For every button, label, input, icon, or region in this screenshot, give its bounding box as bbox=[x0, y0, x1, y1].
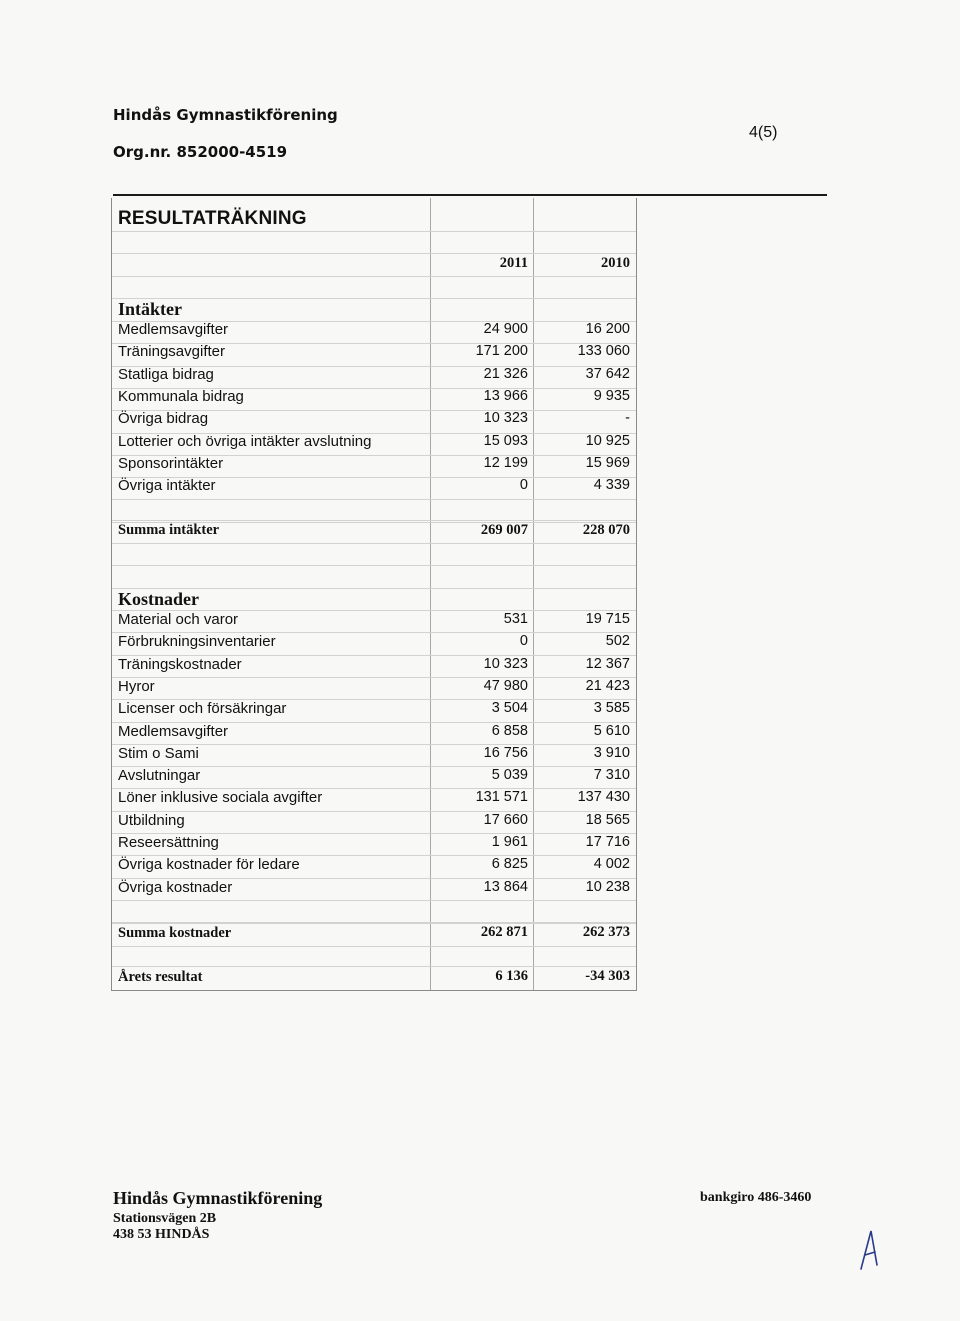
income-row-label: Övriga bidrag bbox=[118, 410, 209, 428]
income-row-label: Lotterier och övriga intäkter avslutning bbox=[118, 432, 372, 450]
handwritten-initial-mark bbox=[855, 1225, 885, 1275]
cost-row-label: Reseersättning bbox=[118, 834, 219, 851]
row-rule bbox=[112, 276, 636, 277]
income-row-label: Medlemsavgifter bbox=[118, 321, 229, 338]
costs-total-2011: 262 871 bbox=[480, 924, 528, 940]
row-rule bbox=[112, 231, 636, 232]
income-total-2011: 269 007 bbox=[480, 522, 528, 538]
page-number: 4(5) bbox=[749, 124, 778, 141]
cost-row-label: Material och varor bbox=[118, 611, 239, 628]
result-label: Årets resultat bbox=[118, 969, 203, 985]
costs-heading: Kostnader bbox=[118, 589, 199, 609]
cost-row-label: Avslutningar bbox=[118, 767, 201, 785]
income-row-2011: 24 900 bbox=[483, 321, 528, 337]
header-org-number: Org.nr. 852000-4519 bbox=[113, 143, 288, 161]
cost-row-2010: 137 430 bbox=[577, 789, 630, 806]
income-row-2010: 37 642 bbox=[585, 365, 630, 382]
cost-row-2011: 17 660 bbox=[483, 811, 528, 828]
income-row-2010: 4 339 bbox=[593, 477, 630, 494]
income-row-2011: 15 093 bbox=[483, 432, 528, 449]
income-row-2010: 133 060 bbox=[577, 343, 630, 360]
income-total-2010: 228 070 bbox=[582, 522, 630, 538]
year-current-header: 2011 bbox=[499, 255, 528, 271]
footer-street: Stationsvägen 2B bbox=[113, 1211, 217, 1226]
cost-row-2010: 10 238 bbox=[585, 878, 630, 895]
income-row-2010: 10 925 bbox=[585, 432, 630, 449]
income-row-2011: 13 966 bbox=[483, 387, 528, 404]
year-previous-header: 2010 bbox=[601, 255, 630, 271]
cost-row-2011: 10 323 bbox=[483, 655, 528, 672]
cost-row-2010: 3 585 bbox=[593, 700, 630, 717]
cost-row-2010: 4 002 bbox=[593, 856, 630, 873]
cost-row-label: Medlemsavgifter bbox=[118, 722, 229, 740]
column-divider-left bbox=[430, 198, 431, 990]
cost-row-label: Stim o Sami bbox=[118, 744, 199, 762]
footer-org-name: Hindås Gymnastikförening bbox=[113, 1188, 323, 1208]
cost-row-2011: 47 980 bbox=[483, 677, 528, 694]
cost-row-2010: 18 565 bbox=[585, 811, 630, 828]
result-2011: 6 136 bbox=[495, 968, 528, 984]
income-row-2011: 171 200 bbox=[475, 343, 528, 360]
row-rule bbox=[112, 298, 636, 299]
cost-row-2010: 3 910 bbox=[593, 744, 630, 761]
row-rule bbox=[112, 923, 636, 924]
cost-row-2011: 3 504 bbox=[491, 700, 528, 717]
income-row-2011: 12 199 bbox=[483, 454, 528, 471]
income-row-label: Statliga bidrag bbox=[118, 365, 214, 383]
cost-row-label: Förbrukningsinventarier bbox=[118, 633, 276, 651]
row-rule bbox=[112, 253, 636, 254]
cost-row-label: Träningskostnader bbox=[118, 655, 242, 673]
income-row-2011: 0 bbox=[519, 477, 528, 494]
row-rule bbox=[112, 543, 636, 544]
footer-bankgiro: bankgiro 486-3460 bbox=[700, 1190, 812, 1205]
cost-row-2010: 502 bbox=[605, 633, 630, 650]
income-statement-table bbox=[111, 198, 637, 991]
row-rule bbox=[112, 677, 636, 678]
cost-row-2011: 0 bbox=[519, 633, 528, 650]
row-rule bbox=[112, 966, 636, 967]
income-row-2010: 16 200 bbox=[585, 321, 630, 337]
row-rule bbox=[112, 565, 636, 566]
cost-row-label: Övriga kostnader bbox=[118, 878, 233, 896]
cost-row-2010: 19 715 bbox=[585, 611, 630, 627]
income-total-label: Summa intäkter bbox=[118, 522, 220, 538]
cost-row-2011: 531 bbox=[503, 611, 528, 627]
cost-row-label: Licenser och försäkringar bbox=[118, 700, 287, 718]
income-row-2010: 9 935 bbox=[593, 387, 630, 404]
row-rule bbox=[112, 811, 636, 812]
row-rule bbox=[112, 946, 636, 947]
cost-row-2010: 21 423 bbox=[585, 677, 630, 694]
report-title: RESULTATRÄKNING bbox=[118, 208, 307, 229]
income-row-label: Sponsorintäkter bbox=[118, 454, 224, 472]
income-row-2011: 21 326 bbox=[483, 365, 528, 382]
row-rule bbox=[112, 900, 636, 901]
cost-row-label: Hyror bbox=[118, 677, 155, 695]
cost-row-label: Utbildning bbox=[118, 811, 185, 829]
cost-row-label: Övriga kostnader för ledare bbox=[118, 856, 300, 874]
income-row-2010: 15 969 bbox=[585, 454, 630, 471]
income-row-label: Övriga intäkter bbox=[118, 477, 216, 495]
cost-row-2010: 7 310 bbox=[593, 767, 630, 784]
cost-row-2011: 13 864 bbox=[483, 878, 528, 895]
cost-row-label: Löner inklusive sociala avgifter bbox=[118, 789, 323, 807]
cost-row-2010: 12 367 bbox=[585, 655, 630, 672]
footer-postal: 438 53 HINDÅS bbox=[113, 1227, 210, 1242]
costs-total-label: Summa kostnader bbox=[118, 925, 232, 941]
cost-row-2011: 5 039 bbox=[491, 767, 528, 784]
income-row-2011: 10 323 bbox=[483, 410, 528, 427]
header-rule bbox=[113, 194, 827, 196]
costs-total-2010: 262 373 bbox=[582, 924, 630, 940]
cost-row-2011: 1 961 bbox=[491, 834, 528, 850]
row-rule bbox=[112, 520, 636, 521]
income-row-label: Kommunala bidrag bbox=[118, 387, 244, 405]
result-2010: -34 303 bbox=[585, 968, 630, 984]
cost-row-2011: 16 756 bbox=[483, 744, 528, 761]
row-rule bbox=[112, 499, 636, 500]
header-org-name: Hindås Gymnastikförening bbox=[113, 106, 338, 124]
income-row-label: Träningsavgifter bbox=[118, 343, 225, 361]
income-row-2010: - bbox=[625, 410, 630, 427]
cost-row-2011: 6 825 bbox=[491, 856, 528, 873]
cost-row-2011: 131 571 bbox=[475, 789, 528, 806]
column-divider-right bbox=[533, 198, 534, 990]
cost-row-2010: 17 716 bbox=[585, 834, 630, 850]
cost-row-2011: 6 858 bbox=[491, 722, 528, 739]
cost-row-2010: 5 610 bbox=[593, 722, 630, 739]
income-heading: Intäkter bbox=[118, 299, 182, 319]
